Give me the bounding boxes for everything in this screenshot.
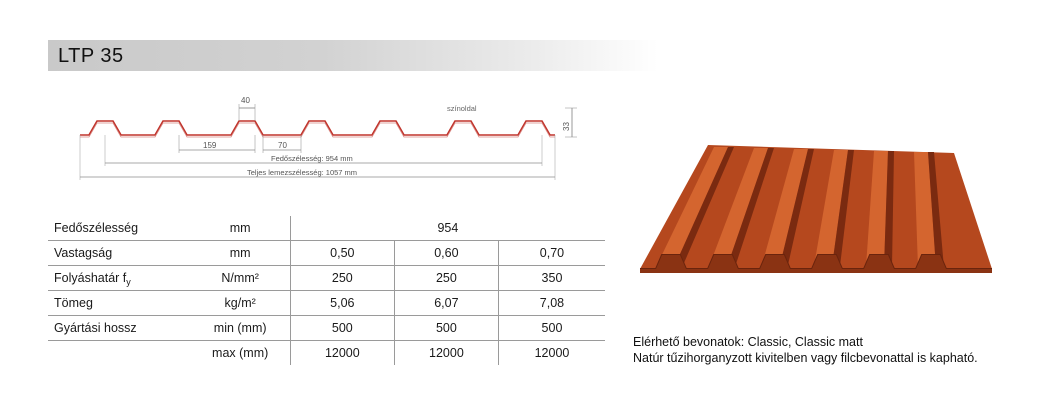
row-value: 250 <box>290 266 394 291</box>
row-label <box>48 341 191 366</box>
row-unit: max (mm) <box>191 341 291 366</box>
row-unit: min (mm) <box>191 316 291 341</box>
row-value: 12000 <box>498 341 605 366</box>
cover-width-label: Fedőszélesség: 954 mm <box>271 154 353 163</box>
product-image <box>636 145 996 285</box>
row-value: 500 <box>290 316 394 341</box>
label-szinoldal: színoldal <box>447 104 477 113</box>
table-row <box>48 266 605 291</box>
row-value: 500 <box>498 316 605 341</box>
coatings-note <box>633 334 978 366</box>
row-value: 500 <box>394 316 498 341</box>
row-value: 0,50 <box>290 241 394 266</box>
dim-40: 40 <box>241 96 250 105</box>
dim-70: 70 <box>278 141 287 150</box>
row-value: 350 <box>498 266 605 291</box>
row-label: Fedőszélesség <box>48 216 191 241</box>
dim-159: 159 <box>203 141 217 150</box>
row-label-text: Folyáshatár f <box>54 271 127 285</box>
table-row <box>48 241 605 266</box>
row-value: 0,60 <box>394 241 498 266</box>
row-value: 7,08 <box>498 291 605 316</box>
page-title: LTP 35 <box>58 45 124 67</box>
row-unit: mm <box>191 216 291 241</box>
availability-line: Natúr tűzihorganyzott kivitelben vagy filcbevonattal is kapható. <box>633 351 978 365</box>
row-value: 250 <box>394 266 498 291</box>
row-label: Tömeg <box>48 291 191 316</box>
table-row <box>48 341 605 366</box>
profile-diagram <box>75 90 595 190</box>
row-unit: kg/m² <box>191 291 291 316</box>
dim-33: 33 <box>562 122 571 131</box>
row-unit: N/mm² <box>191 266 291 291</box>
table-row <box>48 216 605 241</box>
row-label: Gyártási hossz <box>48 316 191 341</box>
full-width-label: Teljes lemezszélesség: 1057 mm <box>247 168 358 177</box>
table-row <box>48 291 605 316</box>
row-value: 12000 <box>394 341 498 366</box>
row-value: 12000 <box>324 346 360 360</box>
coatings-line: Elérhető bevonatok: Classic, Classic matt <box>633 335 863 349</box>
row-value: 6,07 <box>394 291 498 316</box>
row-value: 0,70 <box>498 241 605 266</box>
row-value: 954 <box>290 216 605 241</box>
row-label <box>48 266 191 291</box>
row-label: Vastagság <box>48 241 191 266</box>
table-row <box>48 316 605 341</box>
row-value: 5,06 <box>290 291 394 316</box>
title-bar <box>48 40 658 71</box>
spec-table <box>48 216 605 365</box>
row-label-subscript: y <box>126 277 131 287</box>
row-unit: mm <box>191 241 291 266</box>
